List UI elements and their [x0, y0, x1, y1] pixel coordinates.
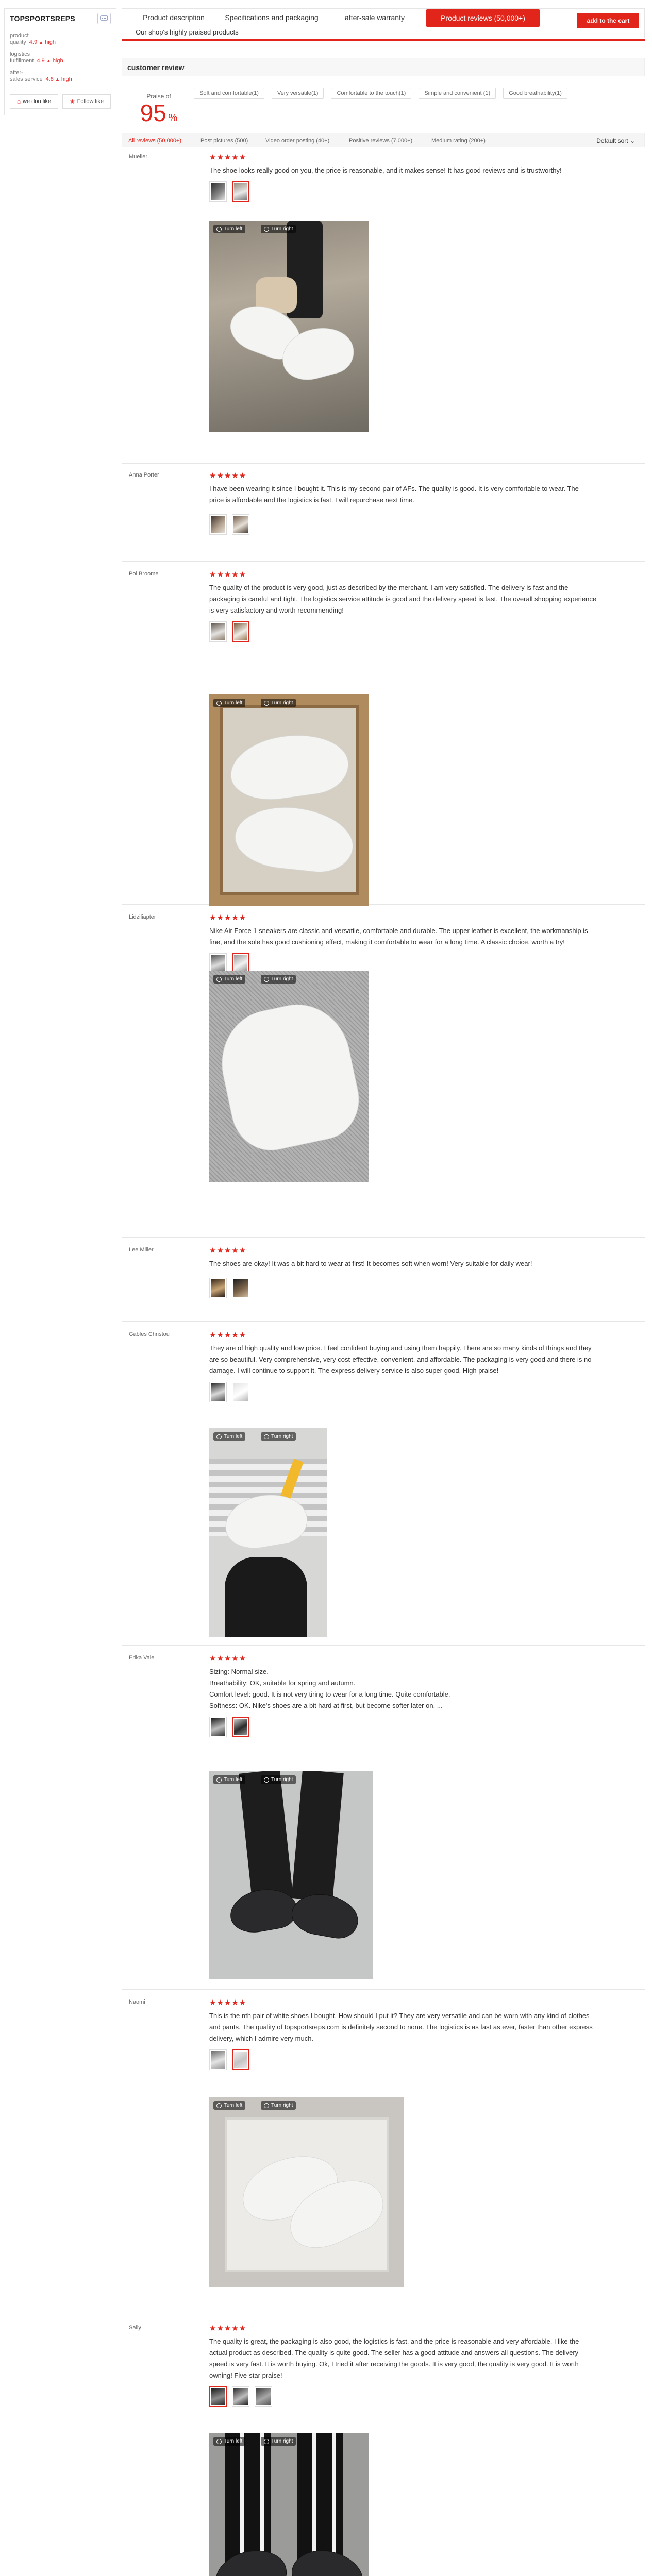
review-photo [209, 2097, 404, 2287]
review-item [122, 2325, 645, 2576]
review-text: Sizing: Normal size. Breathability: OK, suitable for spring and autumn. Comfort level: good. It is not very tiring to wear for a long time. Quite comfortable. Softness: OK. Nike's shoes are a bit hard at first, but become softer later on. ... [209, 1668, 450, 1709]
review-body [209, 1331, 632, 1402]
reviewer-name: Lidziliapter [129, 914, 156, 920]
review-photo [209, 2433, 369, 2576]
review-text: This is the nth pair of white shoes I bought. How should I put it? They are very versatile and can be worn with any kind of clothes and pants. The quality of topsportsreps.com is definitely second to none. The logistics is as fast as ever, faster than other express delivery, which I admire very much. [209, 2012, 593, 2042]
review-thumbnail[interactable] [209, 181, 227, 202]
review-text: I have been wearing it since I bought it. This is my second pair of AFs. The quality is good. It is very comfortable to wear. The price is affordable and the logistics is fast. I will repurchase next time. [209, 485, 579, 504]
review-thumbnail[interactable] [209, 621, 227, 642]
review-item [122, 1655, 645, 1990]
section-title: customer review [122, 58, 645, 76]
review-thumbnail[interactable] [232, 1382, 249, 1402]
tab-product-reviews[interactable]: Product reviews (50,000+) [426, 9, 540, 27]
reviewer-name: Erika Vale [129, 1655, 155, 1661]
filter-medium-rating[interactable]: Medium rating (200+) [431, 138, 486, 144]
store-metrics [5, 28, 116, 91]
review-text: The quality is great, the packaging is also good, the logistics is fast, and the price is reasonable and very affordable. I like the actual product as described. The quality is quite good. The seller has a good attitude and answers all questions. The delivery speed is very fast. It is worth buying. Ok, I tried it after receiving the goods. It is very good, the quality is very good. It is worth owning! Five-star praise! [209, 2337, 579, 2379]
review-tag[interactable]: Simple and convenient (1) [419, 88, 496, 99]
review-text: The shoe looks really good on you, the price is reasonable, and it makes sense! It has good reviews and is trustworthy! [209, 166, 562, 174]
review-body [209, 1655, 632, 1737]
turn-left-button[interactable]: Turn left [213, 975, 245, 984]
review-thumbnail[interactable] [209, 1278, 227, 1298]
review-text: They are of high quality and low price. I feel confident buying and using them happily. There are so many kinds of things and they are so beautiful. Very comprehensive, very cost-effective, convenient, and affordable. The packaging is very good and there is no damage. I will continue to support it. The express delivery service is also super good. High praise! [209, 1344, 592, 1375]
review-tags [194, 88, 567, 99]
turn-left-button[interactable]: Turn left [213, 699, 245, 707]
up-arrow-icon: ▲ [55, 77, 60, 82]
up-arrow-icon: ▲ [39, 40, 44, 45]
review-thumbnails [209, 2386, 632, 2407]
store-card [4, 8, 116, 115]
rating-stars: ★★★★★ [209, 1654, 247, 1663]
turn-right-button[interactable]: Turn right [261, 1775, 296, 1784]
rating-stars: ★★★★★ [209, 1998, 247, 2007]
reviewer-name: Lee Miller [129, 1247, 154, 1253]
rating-stars: ★★★★★ [209, 570, 247, 579]
review-thumbnails [209, 1382, 632, 1402]
review-thumbnail[interactable] [209, 1382, 227, 1402]
filter-post-pictures[interactable]: Post pictures (500) [200, 138, 248, 144]
turn-left-button[interactable]: Turn left [213, 2101, 245, 2110]
turn-right-button[interactable]: Turn right [261, 1432, 296, 1441]
turn-left-button[interactable]: Turn left [213, 2437, 245, 2446]
turn-right-button[interactable]: Turn right [261, 699, 296, 707]
leg-shape [297, 2433, 343, 2567]
filter-positive-reviews[interactable]: Positive reviews (7,000+) [349, 138, 413, 144]
review-tag[interactable]: Very versatile(1) [272, 88, 324, 99]
review-photo [209, 1428, 327, 1637]
tab-underline [122, 39, 645, 41]
rating-stars: ★★★★★ [209, 913, 247, 922]
review-thumbnails [209, 1717, 632, 1737]
review-item [122, 1247, 645, 1322]
rating-stars: ★★★★★ [209, 153, 247, 162]
review-thumbnail[interactable] [232, 1278, 249, 1298]
review-body [209, 472, 632, 535]
we-don-like-button[interactable]: ⌂ we don like [10, 94, 58, 109]
review-thumbnail[interactable] [209, 514, 227, 535]
review-body [209, 2325, 632, 2407]
turn-left-button[interactable]: Turn left [213, 225, 245, 233]
reviewer-name: Naomi [129, 1999, 145, 2005]
metric-product-quality: product quality 4.9 ▲ high [10, 32, 56, 45]
review-thumbnails [209, 181, 632, 202]
chevron-down-icon: ⌄ [629, 137, 635, 144]
sort-dropdown[interactable]: Default sort ⌄ [596, 137, 635, 144]
review-body [209, 154, 632, 202]
leg-shape [239, 1771, 293, 1902]
store-sidebar [4, 8, 116, 115]
review-thumbnails [209, 2049, 632, 2070]
review-tag[interactable]: Comfortable to the touch(1) [331, 88, 411, 99]
review-tag[interactable]: Good breathability(1) [503, 88, 567, 99]
review-photo [209, 221, 369, 432]
tab-product-description[interactable]: Product description [143, 13, 205, 22]
reviewer-name: Gables Christou [129, 1331, 170, 1337]
review-tag[interactable]: Soft and comfortable(1) [194, 88, 264, 99]
review-thumbnail[interactable] [232, 1717, 249, 1737]
turn-right-button[interactable]: Turn right [261, 975, 296, 984]
tab-after-sale-warranty[interactable]: after-sale warranty [345, 13, 405, 22]
review-item [122, 914, 645, 1238]
reviewer-name: Pol Broome [129, 571, 159, 577]
follow-button[interactable]: ★ Follow like [62, 94, 111, 109]
metric-logistics: logistics fulfillment 4.9 ▲ high [10, 51, 63, 64]
leg-shape [225, 2433, 271, 2567]
review-item [122, 472, 645, 562]
filter-all-reviews[interactable]: All reviews (50,000+) [128, 138, 182, 144]
review-body [209, 571, 632, 642]
turn-left-button[interactable]: Turn left [213, 1775, 245, 1784]
turn-left-button[interactable]: Turn left [213, 1432, 245, 1441]
rating-stars: ★★★★★ [209, 1246, 247, 1255]
review-thumbnail[interactable] [232, 2386, 249, 2407]
product-tabbar [122, 8, 645, 38]
chat-icon[interactable] [97, 13, 111, 24]
review-item [122, 154, 645, 464]
tab-specifications[interactable]: Specifications and packaging [225, 13, 319, 22]
tabs-row [122, 9, 644, 26]
reviewer-name: Sally [129, 2325, 141, 2331]
review-item [122, 1331, 645, 1646]
review-thumbnail[interactable] [232, 2049, 249, 2070]
reviewer-name: Anna Porter [129, 472, 159, 478]
review-thumbnails [209, 621, 632, 642]
metric-after-sales: after- sales service 4.8 ▲ high [10, 70, 72, 82]
review-text: Nike Air Force 1 sneakers are classic and versatile, comfortable and durable. The upper leather is excellent, the workmanship is fine, and the sole has good cushioning effect, making it comfortable to wear for a long time. A classic choice, worth a try! [209, 927, 588, 946]
rating-stars: ★★★★★ [209, 471, 247, 480]
review-thumbnail[interactable] [255, 2386, 272, 2407]
review-filter-bar [122, 133, 645, 147]
review-photo [209, 971, 369, 1182]
review-photo [209, 1771, 373, 1979]
shoe-shape [212, 995, 367, 1158]
review-thumbnail[interactable] [209, 1717, 227, 1737]
rating-stars: ★★★★★ [209, 1331, 247, 1340]
review-thumbnail[interactable] [232, 181, 249, 202]
turn-right-button[interactable]: Turn right [261, 2437, 296, 2446]
reviewer-name: Mueller [129, 154, 148, 160]
review-item [122, 571, 645, 905]
review-thumbnail[interactable] [232, 514, 249, 535]
review-thumbnails [209, 514, 632, 535]
review-thumbnail[interactable] [209, 2386, 227, 2407]
praise-rate: Praise of 95 % [140, 93, 178, 126]
review-thumbnail[interactable] [232, 621, 249, 642]
store-name[interactable]: TOPSPORTSREPS [10, 14, 75, 23]
review-body [209, 1247, 632, 1298]
legs-shape [225, 1557, 307, 1637]
store-header [5, 9, 116, 28]
rating-stars: ★★★★★ [209, 2324, 247, 2333]
review-text: The shoes are okay! It was a bit hard to wear at first! It becomes soft when worn! Very suitable for daily wear! [209, 1260, 532, 1267]
review-summary [122, 76, 645, 133]
tab-praised-products[interactable]: Our shop's highly praised products [136, 28, 239, 36]
turn-right-button[interactable]: Turn right [261, 2101, 296, 2110]
store-icon: ⌂ [16, 98, 21, 105]
turn-right-button[interactable]: Turn right [261, 225, 296, 233]
review-item [122, 1999, 645, 2315]
filter-video-orders[interactable]: Video order posting (40+) [265, 138, 330, 144]
review-thumbnail[interactable] [209, 2049, 227, 2070]
star-icon: ★ [69, 98, 75, 105]
review-body [209, 914, 632, 974]
leg-shape [291, 1771, 343, 1902]
store-actions [5, 91, 116, 115]
up-arrow-icon: ▲ [46, 58, 51, 63]
reviews-section [122, 58, 645, 2444]
review-photo [209, 694, 369, 906]
add-to-cart-button[interactable]: add to the cart [577, 13, 639, 28]
review-thumbnails [209, 1278, 632, 1298]
review-text: The quality of the product is very good, just as described by the merchant. I am very satisfied. The delivery is fast and the packaging is careful and tight. The logistics service attitude is good and the delivery speed is fast. The overall shopping experience is very satisfactory and worth recommending! [209, 584, 597, 614]
review-body [209, 1999, 632, 2070]
